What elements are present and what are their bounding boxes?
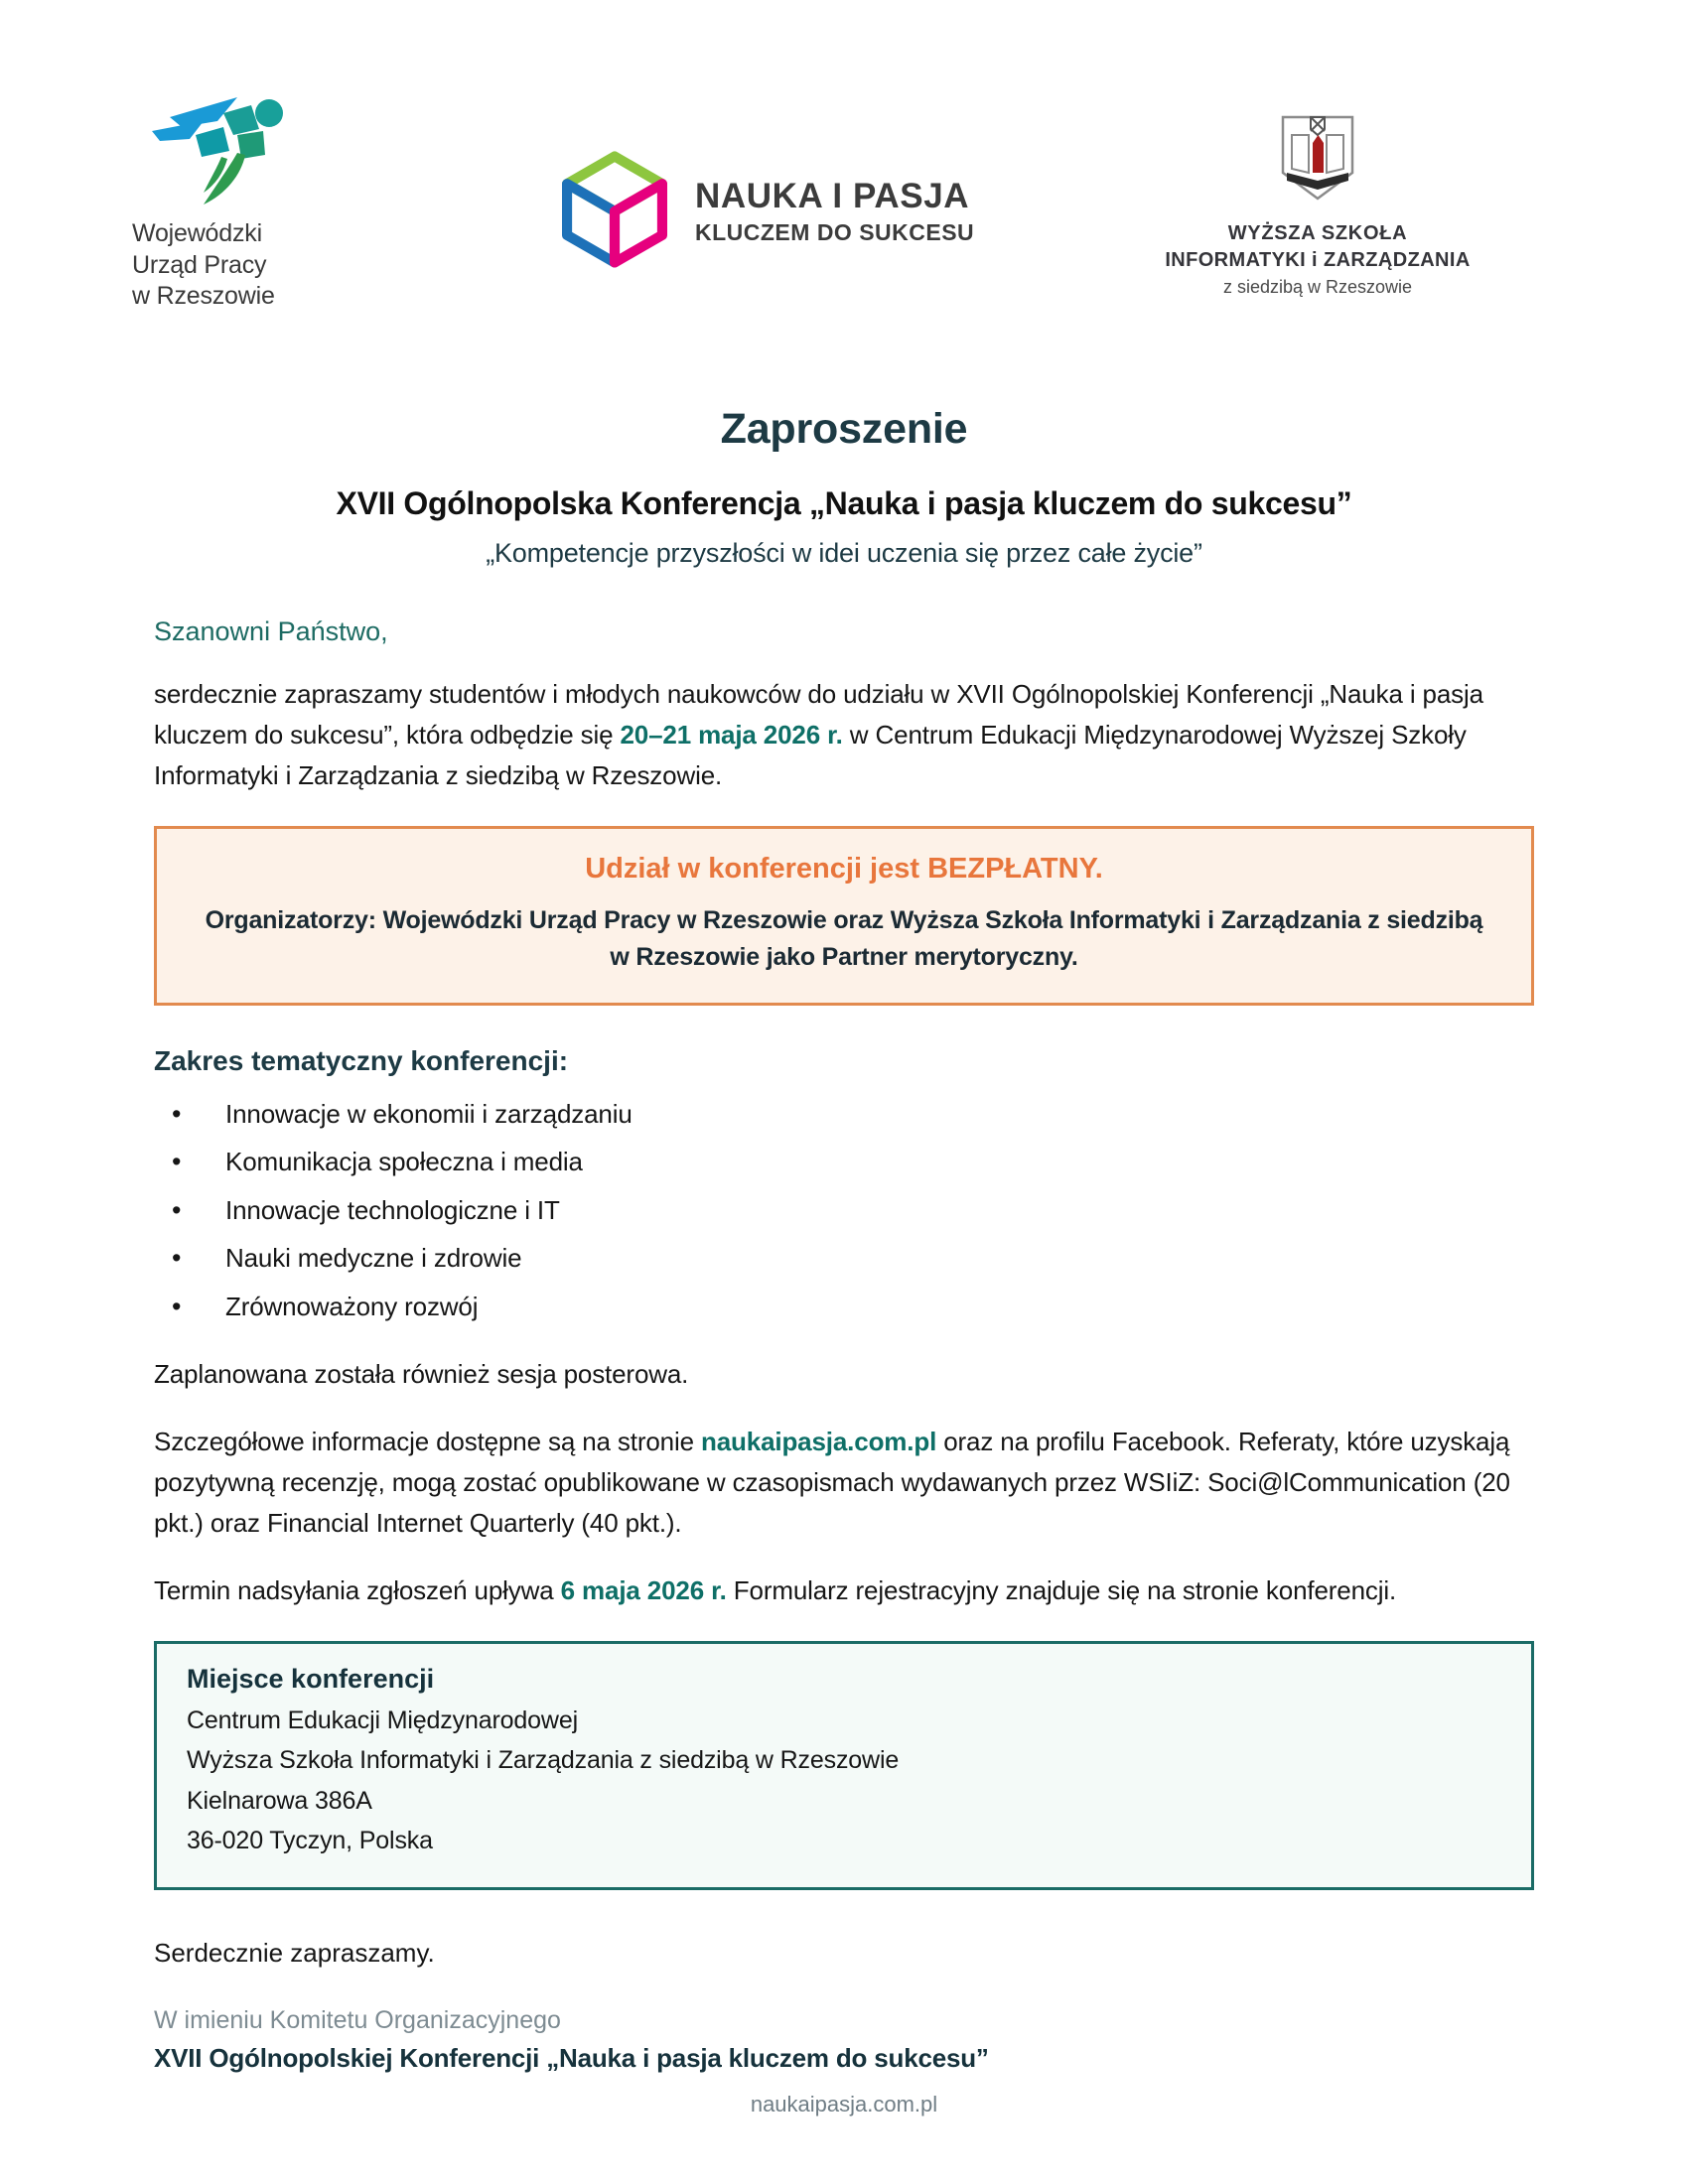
nip-line-1: NAUKA I PASJA [695,177,970,216]
deadline-date-highlight: 6 maja 2026 r. [560,1574,727,1605]
invitation-document [0,405,1688,2117]
venue-line: Kielnarowa 386A [187,1786,372,1815]
wup-logo-text [132,218,360,313]
wup-bird-logo [142,69,301,208]
wsiiz-line-1: WYŻSZA SZKOŁA [1227,222,1408,244]
page-title: Zaproszenie [720,405,968,453]
conference-subtitle: „Kompetencje przyszłości w idei uczenia się przez całe życie” [486,538,1202,568]
list-item: • Innowacje w ekonomii i zarządzaniu [154,1095,1534,1135]
deadline-part-1: Termin nadsyłania zgłoszeń upływa [154,1574,561,1605]
list-item: • Innowacje technologiczne i IT [154,1191,1534,1231]
wup-line-1: Wojewódzki [132,219,262,247]
details-part-1: Szczegółowe informacje dostępne są na stronie [154,1426,701,1456]
wup-line-3: w Rzeszowie [132,282,275,310]
nip-line-2: KLUCZEM DO SUKCESU [695,218,975,245]
poster-session-note: Zaplanowana została również sesja posterowa. [154,1358,689,1389]
topics-list [154,1095,1534,1327]
venue-box [154,1641,1534,1890]
intro-paragraph [154,674,1534,796]
cube-logo [556,151,673,268]
organizers-text: Organizatorzy: Wojewódzki Urząd Pracy w Rzeszowie oraz Wyższa Szkoła Informatyki i Zarządzania z siedzibą w Rzeszowie jako Partner merytoryczny. [205,905,1483,972]
list-item: • Zrównoważony rozwój [154,1288,1534,1327]
list-item: • Nauki medyczne i zdrowie [154,1239,1534,1279]
logo-wup-rzeszow [132,69,360,313]
wsiiz-line-2: INFORMATYKI i ZARZĄDZANIA [1165,249,1471,271]
details-paragraph [154,1422,1534,1544]
wsiiz-line-3: z siedzibą w Rzeszowie [1222,277,1413,297]
details-part-2: oraz na profilu Facebook. Referaty, które uzyskają pozytywną recenzję, mogą zostać opublikowane w czasopismach wydawanych przez WSIiZ: Soci@lCommunication (20 pkt.) oraz Financial Internet Quarterly (40 pkt.). [154,1426,1510,1538]
logo-wsiiz [1154,111,1481,300]
website-link[interactable]: naukaipasja.com.pl [700,1426,937,1456]
wsiiz-crest-logo [1275,111,1360,208]
venue-line: Wyższa Szkoła Informatyki i Zarządzania z siedzibą w Rzeszowie [187,1746,900,1775]
free-participation-heading: Udział w konferencji jest BEZPŁATNY. [585,853,1103,886]
venue-line: 36-020 Tyczyn, Polska [187,1827,433,1855]
wup-line-2: Urząd Pracy [132,250,267,279]
free-participation-callout [154,826,1534,1006]
footer-url[interactable]: naukaipasja.com.pl [750,2091,938,2116]
salutation: Szanowni Państwo, [154,616,388,646]
venue-title: Miejsce konferencji [187,1663,435,1694]
venue-line: Centrum Edukacji Międzynarodowej [187,1706,578,1734]
topics-heading: Zakres tematyczny konferencji: [154,1044,569,1076]
logo-nauka-i-pasja [556,151,974,268]
signoff-on-behalf: W imieniu Komitetu Organizacyjnego [154,2005,561,2034]
conference-date-highlight: 20–21 maja 2026 r. [620,720,843,751]
signoff-committee: XVII Ogólnopolskiej Konferencji „Nauka i pasja kluczem do sukcesu” [154,2042,989,2073]
intro-part-1: serdecznie zapraszamy studentów i młodych naukowców do udziału w XVII Ogólnopolskiej Konferencji „Nauka i pasja kluczem do sukcesu”, która odbędzie się [154,679,1483,751]
closing-invite: Serdecznie zapraszamy. [154,1937,435,1968]
header-logo-band [0,0,1688,328]
list-item: • Komunikacja społeczna i media [154,1143,1534,1182]
nauka-i-pasja-wordmark [695,175,974,244]
conference-title: XVII Ogólnopolska Konferencja „Nauka i pasja kluczem do sukcesu” [336,485,1352,521]
deadline-paragraph [154,1570,1534,1611]
deadline-part-2: Formularz rejestracyjny znajduje się na stronie konferencji. [726,1574,1397,1605]
intro-part-2: w Centrum Edukacji Międzynarodowej Wyższej Szkoły Informatyki i Zarządzania z siedzibą w Rzeszowie. [154,720,1467,791]
